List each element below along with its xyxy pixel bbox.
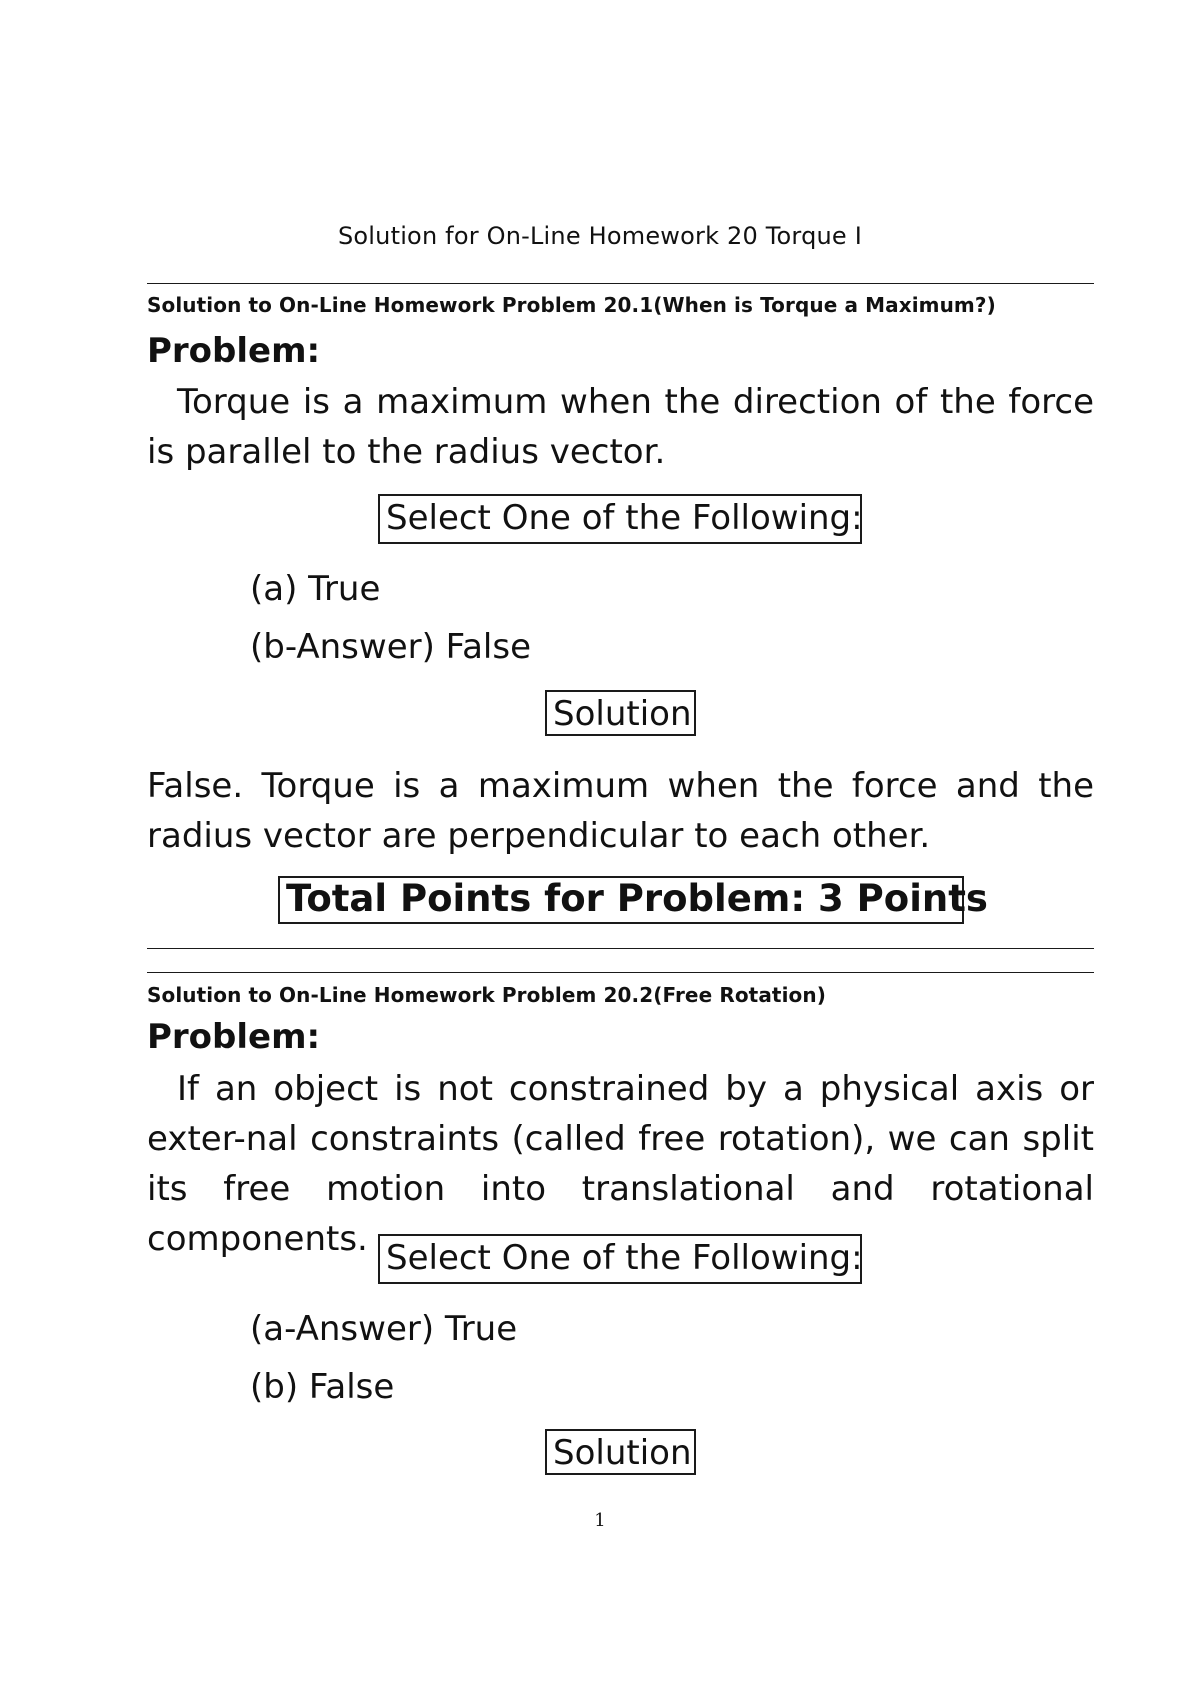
problem-2-option-a: (a-Answer) True xyxy=(250,1309,518,1349)
problem-2-start-rule xyxy=(147,972,1094,973)
problem-1-option-a: (a) True xyxy=(250,569,381,609)
problem-1-total-points: Total Points for Problem: 3 Points xyxy=(278,876,964,924)
problem-1-label: Problem: xyxy=(147,331,321,371)
problem-1-solution-text: False. Torque is a maximum when the force and the radius vector are perpendicular to each other. xyxy=(147,766,1094,856)
problem-2-option-b: (b) False xyxy=(250,1367,395,1407)
problem-1-statement: Torque is a maximum when the direction of the force is parallel to the radius vector. xyxy=(147,382,1094,472)
problem-2-solution-label: Solution xyxy=(545,1429,696,1475)
problem-1-end-rule xyxy=(147,948,1094,949)
header-rule xyxy=(147,283,1094,284)
problem-2-section-title: Solution to On-Line Homework Problem 20.2(Free Rotation) xyxy=(147,983,826,1007)
problem-1-section-title: Solution to On-Line Homework Problem 20.1(When is Torque a Maximum?) xyxy=(147,293,996,317)
problem-2-label: Problem: xyxy=(147,1017,321,1057)
problem-2-select-label: Select One of the Following: xyxy=(378,1234,862,1284)
problem-2-statement: If an object is not constrained by a physical axis or exter-nal constraints (called free rotation), we can split its free motion into translational and rotational components. xyxy=(147,1069,1094,1259)
problem-1-solution-label: Solution xyxy=(545,690,696,736)
page-number: 1 xyxy=(594,1510,606,1531)
page-header-title: Solution for On-Line Homework 20 Torque I xyxy=(337,222,862,250)
problem-1-option-b: (b-Answer) False xyxy=(250,627,532,667)
problem-1-select-label: Select One of the Following: xyxy=(378,494,862,544)
